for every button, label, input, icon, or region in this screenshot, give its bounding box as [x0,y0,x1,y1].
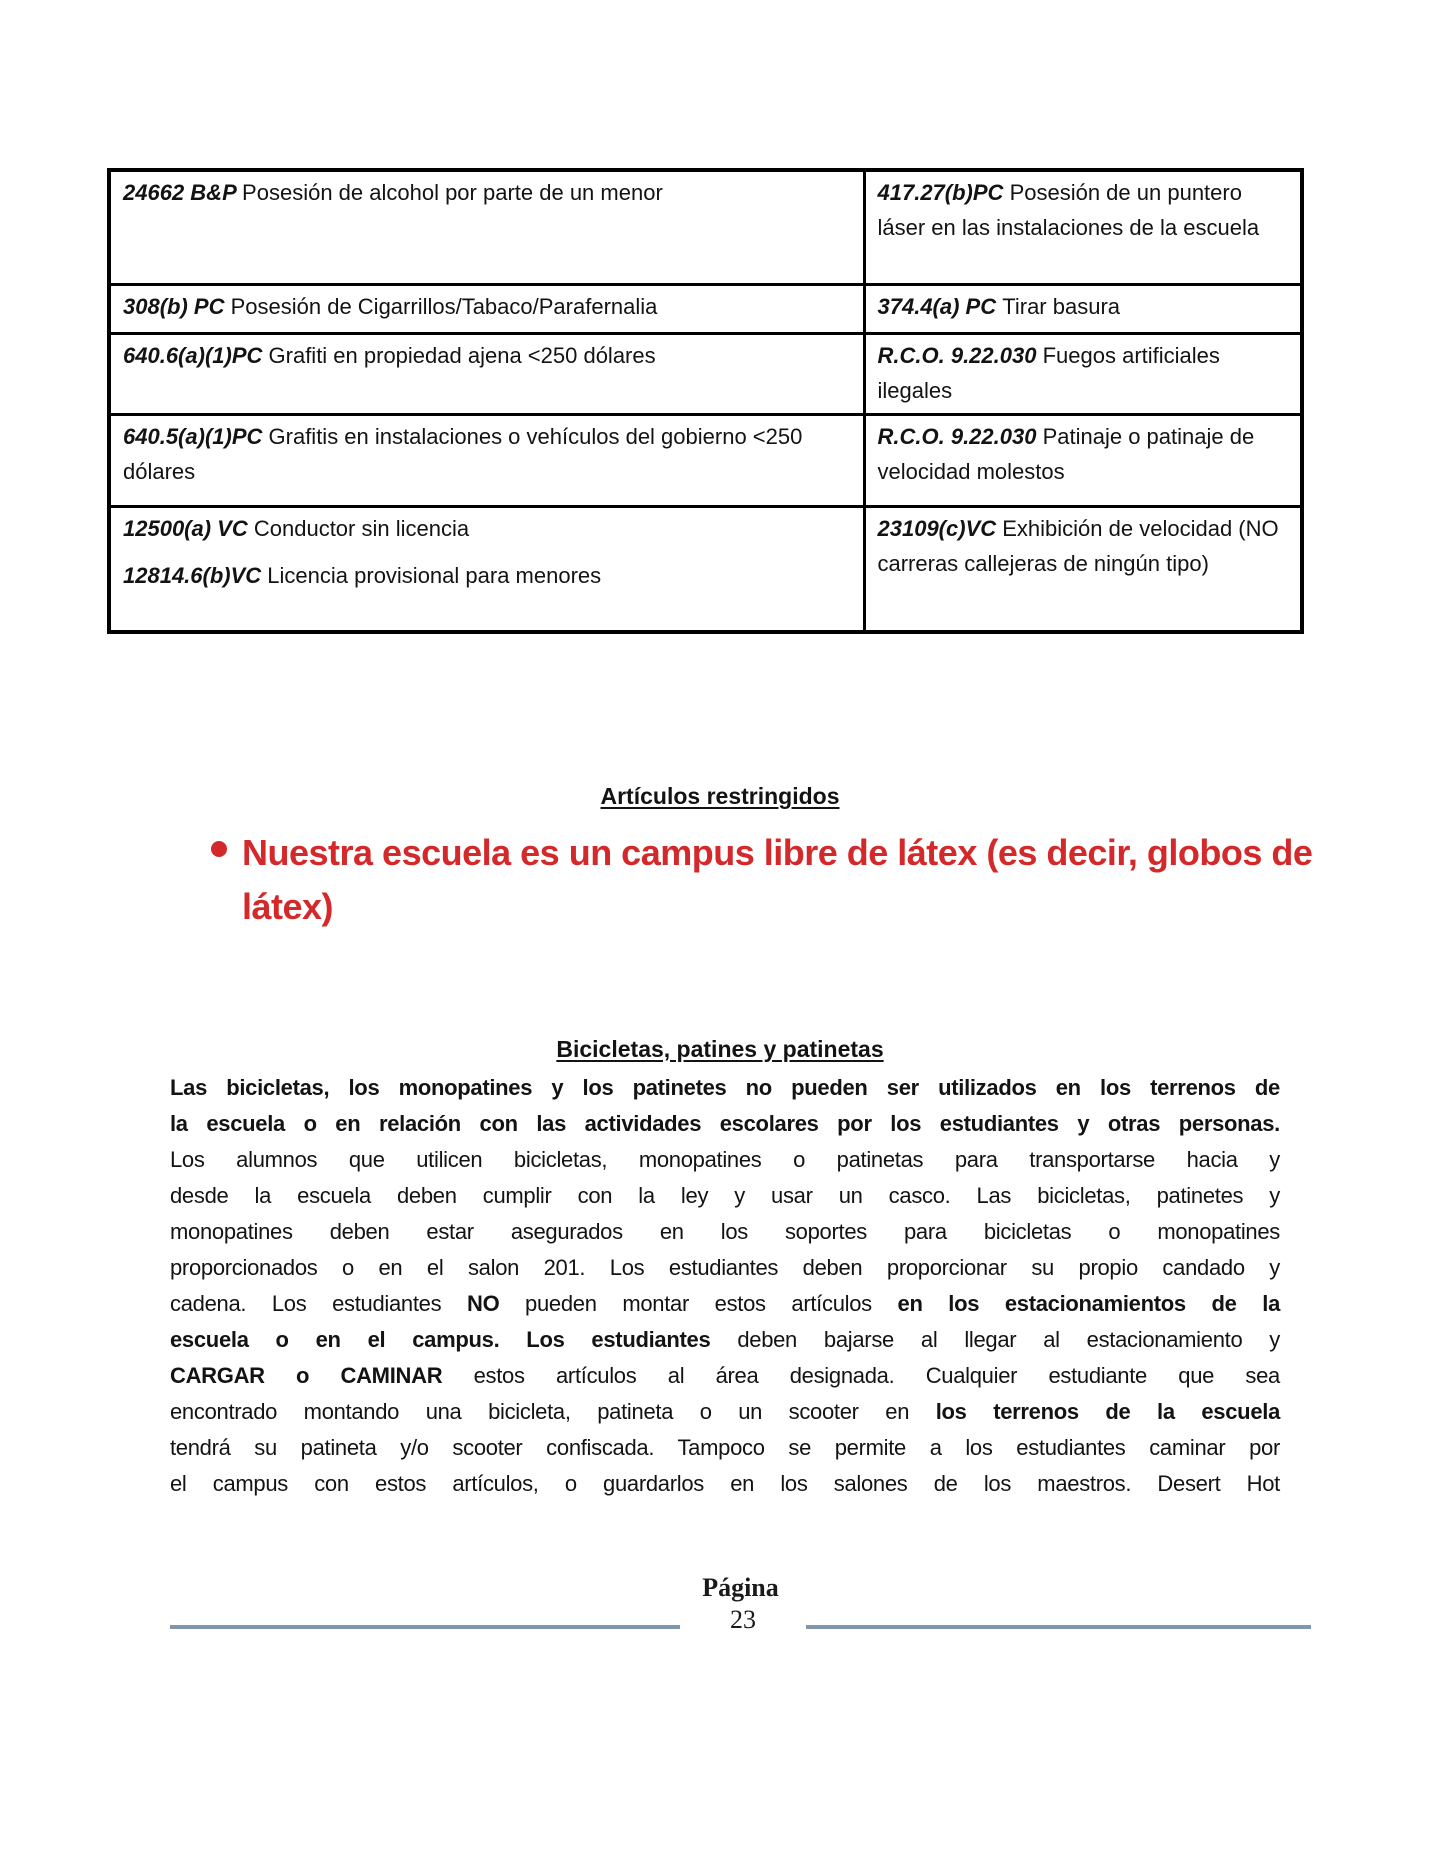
violation-entry [123,511,851,546]
latex-free-notice [211,826,1351,934]
violation-description: Posesión de Cigarrillos/Tabaco/Parafernalia [230,293,658,319]
table-cell [109,284,864,333]
violation-description: Licencia provisional para menores [267,562,602,588]
footer-row [170,1605,1311,1635]
latex-free-notice-text: Nuestra escuela es un campus libre de látex (es decir, globos de látex) [242,832,1313,927]
violation-code: R.C.O. 9.22.030 [877,423,1043,449]
table-row [109,414,1302,506]
page-footer [170,1573,1311,1635]
paragraph-segment: el campus con estos artículos, o guardarlos en los salones de los maestros. Desert Hot [170,1471,1280,1496]
table-cell [864,506,1302,632]
bicycles-paragraph [170,1070,1280,1502]
violation-entry [878,419,1289,489]
violation-entry [123,175,851,210]
violation-entry [123,419,851,489]
violation-description: Patinaje o patinaje de velocidad molestos [877,423,1255,484]
violation-code: 12500(a) VC [123,515,254,541]
paragraph-segment: monopatines deben estar asegurados en los soportes para bicicletas o monopatines [170,1219,1280,1244]
violation-code: 308(b) PC [123,293,231,319]
paragraph-bold-segment: la escuela o en relación con las actividades escolares por los estudiantes y otras personas. [170,1111,1280,1136]
violations-table [107,168,1304,634]
violation-description: Tirar basura [1002,293,1121,319]
paragraph-segment: pueden montar estos artículos [499,1291,898,1316]
violation-code: 23109(c)VC [877,515,1003,541]
paragraph-segment: desde la escuela deben cumplir con la ley y usar un casco. Las bicicletas, patinetes y [170,1183,1280,1208]
table-cell [864,284,1302,333]
table-row [109,170,1302,284]
violation-entry [123,338,851,373]
paragraph-segment: estos artículos al área designada. Cualquier estudiante que sea [442,1363,1280,1388]
footer-page-number: 23 [730,1605,756,1634]
violation-description: Fuegos artificiales ilegales [877,342,1220,403]
table-row [109,506,1302,632]
paragraph-segment: Los alumnos que utilicen bicicletas, monopatines o patinetas para transportarse hacia y [170,1147,1280,1172]
restricted-items-heading: Artículos restringidos [600,783,840,809]
violation-entry [878,175,1289,245]
violation-entry [878,511,1289,581]
violation-code: 417.27(b)PC [877,180,1010,205]
paragraph-bold-segment: NO [466,1291,500,1316]
violations-table-body [109,170,1302,632]
violation-code: 374.4(a) PC [877,293,1003,319]
table-cell [864,170,1302,284]
paragraph-bold-segment: Las bicicletas, los monopatines y los patinetes no pueden ser utilizados en los terrenos de [170,1075,1280,1100]
paragraph-segment: cadena. Los estudiantes [170,1291,467,1316]
table-cell [864,333,1302,414]
paragraph-bold-segment: CARGAR o CAMINAR [170,1363,443,1388]
violation-code: R.C.O. 9.22.030 [877,342,1043,368]
paragraph-segment: deben bajarse al llegar al estacionamiento y [710,1327,1280,1352]
table-cell [864,414,1302,506]
violation-description: Grafiti en propiedad ajena <250 dólares [268,342,656,368]
violation-entry [878,338,1289,408]
footer-page-label: Página [702,1573,779,1602]
table-cell [109,170,864,284]
table-cell [109,333,864,414]
table-row [109,284,1302,333]
paragraph-segment: tendrá su patineta y/o scooter confiscada. Tampoco se permite a los estudiantes caminar por [170,1435,1280,1460]
violation-entry [123,289,851,324]
violation-code: 640.5(a)(1)PC [123,423,269,449]
footer-rule-left [170,1625,680,1629]
paragraph-bold-segment: los terrenos de la escuela [935,1399,1281,1424]
violation-entry [123,558,851,593]
violation-description: Grafitis en instalaciones o vehículos del gobierno <250 dólares [123,423,803,484]
violation-entry [878,289,1289,324]
violation-description: Posesión de un puntero láser en las instalaciones de la escuela [877,180,1260,240]
violation-code: 640.6(a)(1)PC [123,342,269,368]
paragraph-bold-segment: en los estacionamientos de la [897,1291,1281,1316]
violation-code: 24662 B&P [123,180,243,205]
paragraph-segment: encontrado montando una bicicleta, patineta o un scooter en [170,1399,936,1424]
table-row [109,333,1302,414]
bicycles-heading: Bicicletas, patines y patinetas [556,1036,884,1062]
table-cell [109,506,864,632]
violation-description: Exhibición de velocidad (NO carreras callejeras de ningún tipo) [877,515,1279,576]
violation-code: 12814.6(b)VC [123,562,268,588]
violation-description: Posesión de alcohol por parte de un menor [242,180,663,205]
violation-description: Conductor sin licencia [253,515,470,541]
footer-rule-right [806,1625,1311,1629]
paragraph-segment: proporcionados o en el salon 201. Los estudiantes deben proporcionar su propio candado y [170,1255,1280,1280]
paragraph-bold-segment: escuela o en el campus. Los estudiantes [170,1327,711,1352]
bullet-icon [211,841,227,857]
table-cell [109,414,864,506]
